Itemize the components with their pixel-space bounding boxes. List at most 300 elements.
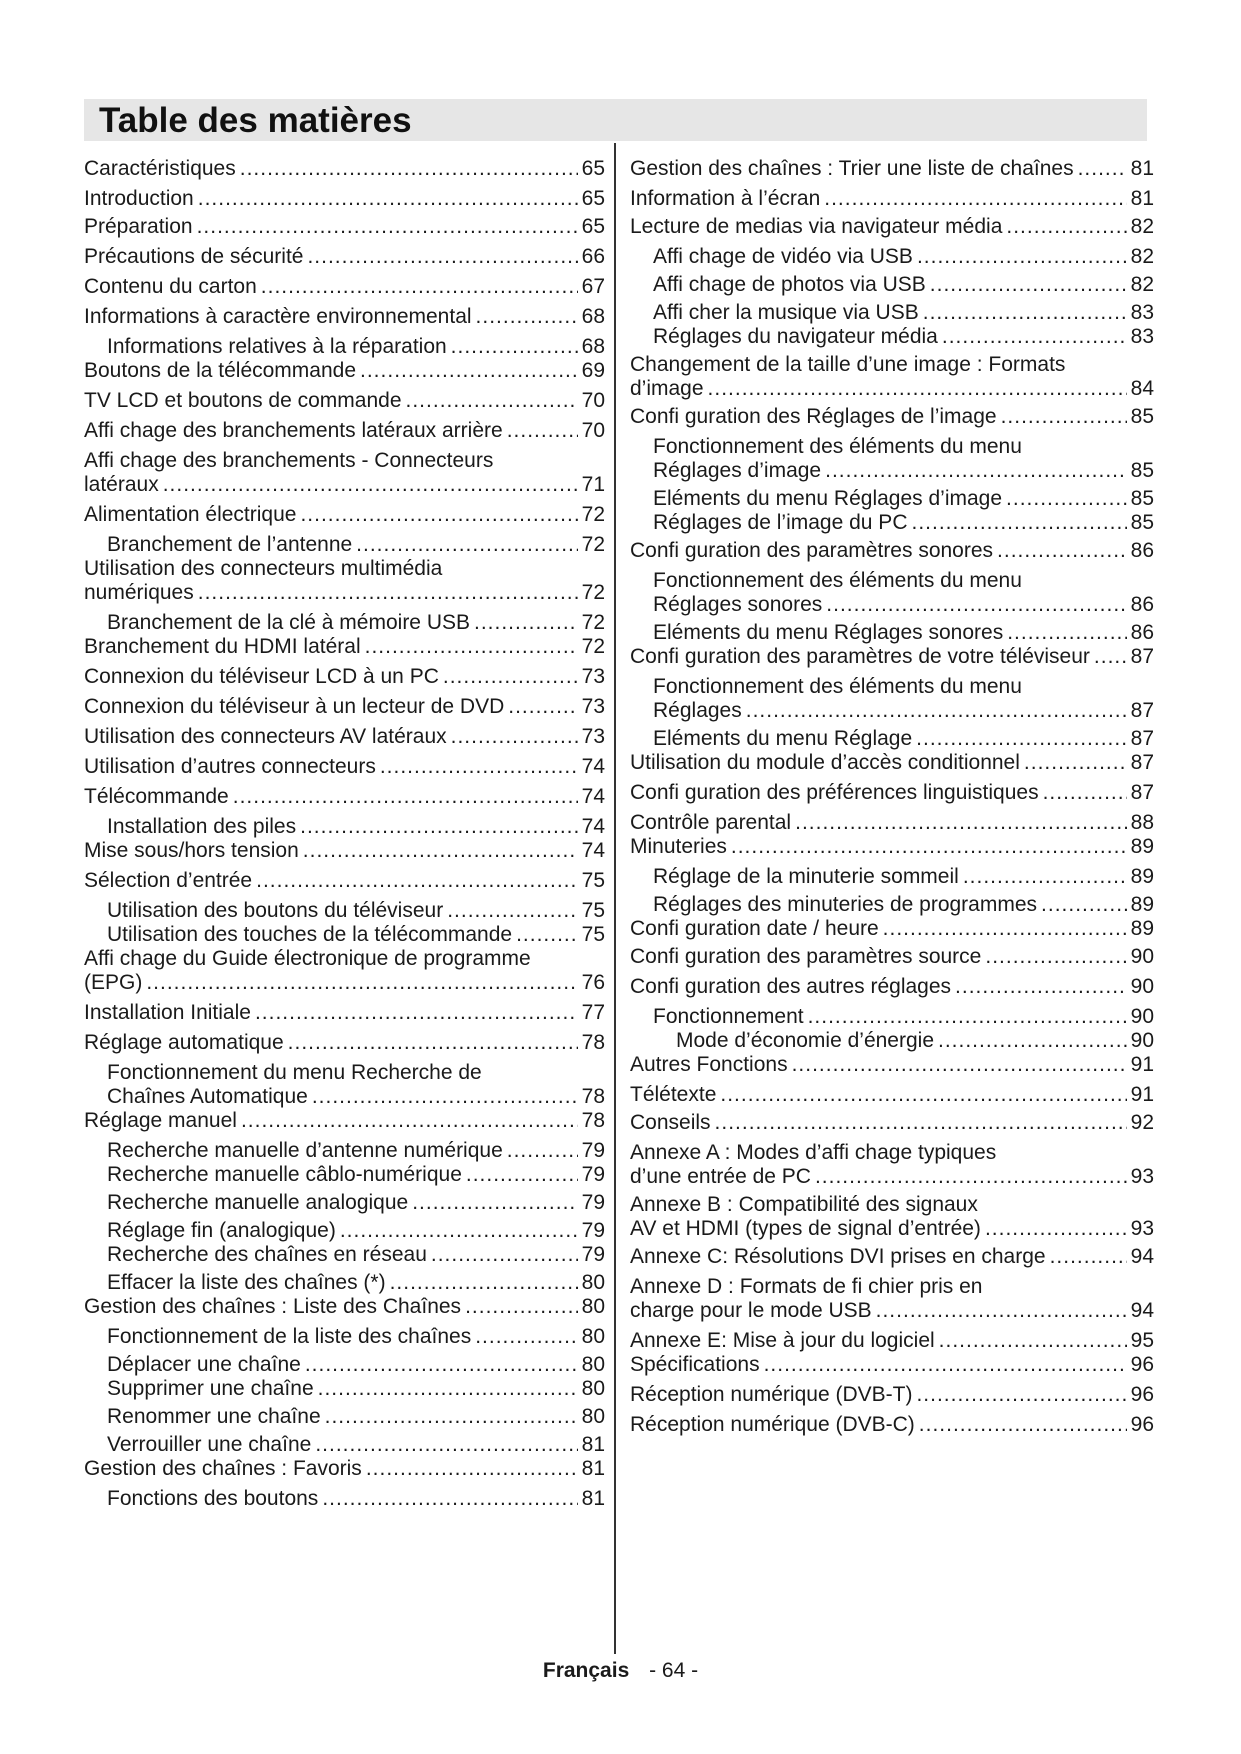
toc-entry[interactable] [84,389,605,413]
toc-entry-title: Conseils [630,1111,711,1134]
toc-entry-page: 96 [1130,1413,1154,1436]
toc-entry-page: 81 [1130,187,1154,210]
toc-entry-page: 93 [1130,1217,1154,1240]
toc-entry[interactable] [630,893,1154,917]
toc-entry-page: 81 [581,1487,605,1510]
toc-entry-page: 80 [581,1405,605,1428]
toc-entry[interactable] [84,1325,605,1349]
dot-leader [708,377,1127,401]
dot-leader [443,665,578,689]
toc-entry-page: 88 [1130,811,1154,834]
toc-entry-title-cont: numériques [84,581,194,604]
toc-entry[interactable] [630,727,1154,751]
toc-entry-page: 93 [1130,1165,1154,1188]
toc-entry-page: 81 [581,1433,605,1456]
dot-leader [475,1325,577,1349]
toc-entry-title: Utilisation du module d’accès conditionnel [630,751,1020,774]
toc-entry[interactable] [630,539,1154,563]
page-title: Table des matières [99,101,412,140]
toc-entry[interactable] [630,975,1154,999]
dot-leader [447,899,577,923]
toc-entry[interactable] [84,611,605,635]
toc-entry-page: 90 [1130,1005,1154,1028]
toc-entry-title: Renommer une chaîne [107,1405,321,1428]
toc-entry-title: Autres Fonctions [630,1053,788,1076]
dot-leader [240,157,578,181]
dot-leader [474,611,578,635]
toc-entry[interactable] [84,725,605,749]
dot-leader [930,273,1127,297]
toc-entry[interactable] [84,839,605,863]
dot-leader [233,785,578,809]
toc-entry[interactable] [630,1275,1154,1323]
toc-entry-page: 78 [581,1109,605,1132]
footer-language: Français [542,1659,630,1682]
toc-entry[interactable] [84,419,605,443]
dot-leader [764,1353,1127,1377]
dot-leader [261,275,578,299]
toc-entry-title: Réception numérique (DVB-C) [630,1413,915,1436]
toc-entry-page: 87 [1130,751,1154,774]
toc-entry-page: 82 [1130,215,1154,238]
toc-entry[interactable] [84,1353,605,1377]
dot-leader [715,1111,1127,1135]
dot-leader [312,1085,578,1109]
toc-entry[interactable] [630,945,1154,969]
toc-entry-title: Annexe B : Compatibilité des signaux [630,1193,978,1216]
toc-entry-page: 87 [1130,699,1154,722]
toc-entry[interactable] [84,1457,605,1481]
dot-leader [412,1191,577,1215]
toc-entry-title: Sélection d’entrée [84,869,253,892]
toc-entry-title: Connexion du téléviseur à un lecteur de DVD [84,695,505,718]
toc-entry-page: 85 [1130,405,1154,428]
toc-entry-page: 85 [1130,511,1154,534]
toc-entry-page: 79 [581,1163,605,1186]
toc-entry-page: 75 [581,923,605,946]
toc-entry-page: 89 [1130,893,1154,916]
toc-entry-page: 79 [581,1243,605,1266]
title-bar [84,99,1147,141]
toc-entry-title-cont: latéraux [84,473,159,496]
toc-entry-title: Utilisation des connecteurs multimédia [84,557,443,580]
toc-entry-page: 92 [1130,1111,1154,1134]
toc-entry[interactable] [84,923,605,947]
toc-entry-page: 80 [581,1325,605,1348]
toc-entry-title: Réglage de la minuterie sommeil [653,865,959,888]
toc-entry[interactable] [630,645,1154,669]
toc-entry-page: 78 [581,1031,605,1054]
toc-entry[interactable] [84,275,605,299]
toc-entry-title-cont: Chaînes Automatique [107,1085,308,1108]
toc-entry[interactable] [84,1405,605,1429]
toc-left-column [84,157,605,1511]
toc-entry-title: Fonctionnement des éléments du menu [653,675,1022,698]
toc-entry[interactable] [630,511,1154,535]
toc-entry[interactable] [630,1193,1154,1241]
dot-leader [256,869,578,893]
toc-entry-page: 65 [581,187,605,210]
toc-entry[interactable] [630,273,1154,297]
toc-entry[interactable] [84,815,605,839]
toc-entry-page: 67 [581,275,605,298]
toc-entry[interactable] [630,1413,1154,1437]
dot-leader [465,1295,578,1319]
dot-leader [431,1243,578,1267]
toc-entry[interactable] [84,503,605,527]
toc-entry-title: Réception numérique (DVB-T) [630,1383,913,1406]
dot-leader [325,1405,578,1429]
dot-leader [985,945,1126,969]
toc-entry-page: 81 [581,1457,605,1480]
toc-entry-title: Confi guration des préférences linguistiques [630,781,1039,804]
toc-entry-title: Contrôle parental [630,811,792,834]
dot-leader [1001,405,1127,429]
dot-leader [198,581,578,605]
dot-leader [919,1413,1127,1437]
toc-entry-page: 89 [1130,917,1154,940]
dot-leader [808,1005,1127,1029]
column-divider [614,143,616,1654]
toc-entry-title: Réglage automatique [84,1031,284,1054]
toc-entry-page: 68 [581,335,605,358]
toc-entry[interactable] [630,215,1154,239]
dot-leader [322,1487,577,1511]
dot-leader [997,539,1127,563]
toc-entry[interactable] [84,359,605,383]
toc-entry-title: Annexe E: Mise à jour du logiciel [630,1329,935,1352]
dot-leader [731,835,1127,859]
toc-entry-title: Confi guration date / heure [630,917,879,940]
toc-entry-page: 78 [581,1085,605,1108]
toc-entry[interactable] [630,405,1154,429]
toc-entry-title: Eléments du menu Réglages sonores [653,621,1004,644]
toc-entry-page: 94 [1130,1245,1154,1268]
toc-entry[interactable] [84,1271,605,1295]
toc-entry-page: 70 [581,419,605,442]
toc-entry-title: Alimentation électrique [84,503,297,526]
toc-entry[interactable] [630,1383,1154,1407]
dot-leader [939,1329,1127,1353]
toc-entry[interactable] [84,1243,605,1267]
toc-entry-page: 74 [581,815,605,838]
dot-leader [365,635,578,659]
dot-leader [146,971,577,995]
toc-entry-title: Confi guration des paramètres de votre téléviseur [630,645,1090,668]
toc-entry-title: Affi cher la musique via USB [653,301,919,324]
toc-entry-title: Affi chage des branchements - Connecteurs [84,449,494,472]
toc-entry[interactable] [630,811,1154,835]
toc-entry-page: 72 [581,533,605,556]
dot-leader [476,305,578,329]
toc-entry-title: Annexe A : Modes d’affi chage typiques [630,1141,997,1164]
toc-entry-page: 65 [581,215,605,238]
toc-entry[interactable] [84,665,605,689]
toc-entry-page: 73 [581,665,605,688]
toc-entry-page: 83 [1130,301,1154,324]
dot-leader [380,755,578,779]
toc-entry-page: 80 [581,1271,605,1294]
toc-entry-page: 68 [581,305,605,328]
toc-entry[interactable] [630,435,1154,483]
dot-leader [307,245,577,269]
toc-entry-page: 89 [1130,865,1154,888]
dot-leader [360,359,578,383]
toc-entry-page: 80 [581,1295,605,1318]
toc-entry-title: Confi guration des autres réglages [630,975,952,998]
toc-entry[interactable] [630,1111,1154,1135]
toc-entry-page: 79 [581,1139,605,1162]
toc-entry[interactable] [630,1083,1154,1107]
toc-entry-title: Fonctions des boutons [107,1487,319,1510]
toc-entry[interactable] [84,785,605,809]
toc-entry[interactable] [84,1001,605,1025]
toc-entry-title: Fonctionnement [653,1005,804,1028]
toc-entry[interactable] [630,781,1154,805]
toc-entry-title: Lecture de medias via navigateur média [630,215,1003,238]
toc-entry-title: Changement de la taille d’une image : Formats [630,353,1066,376]
dot-leader [516,923,578,947]
dot-leader [825,459,1127,483]
dot-leader [315,1433,577,1457]
toc-entry[interactable] [630,751,1154,775]
dot-leader [305,1353,578,1377]
toc-entry-page: 90 [1130,975,1154,998]
dot-leader [300,815,578,839]
toc-entry[interactable] [630,1005,1154,1029]
toc-entry[interactable] [84,755,605,779]
toc-entry-title: Utilisation des touches de la télécommande [107,923,513,946]
dot-leader [876,1299,1127,1323]
dot-leader [406,389,578,413]
dot-leader [955,975,1127,999]
dot-leader [938,1029,1127,1053]
dot-leader [1024,751,1127,775]
toc-entry-title: Eléments du menu Réglages d’image [653,487,1003,510]
toc-entry-page: 80 [581,1377,605,1400]
toc-entry-page: 96 [1130,1383,1154,1406]
toc-entry[interactable] [630,1141,1154,1189]
dot-leader [340,1219,578,1243]
dot-leader [916,727,1126,751]
dot-leader [303,839,578,863]
toc-entry[interactable] [84,947,605,995]
toc-entry-title: Réglages de l’image du PC [653,511,908,534]
toc-entry-page: 87 [1130,781,1154,804]
toc-entry-title: Confi guration des paramètres sonores [630,539,994,562]
toc-entry-page: 90 [1130,1029,1154,1052]
toc-entry-title: Informations relatives à la réparation [107,335,447,358]
toc-entry[interactable] [84,1163,605,1187]
dot-leader [451,725,578,749]
dot-leader [163,473,578,497]
toc-entry-title: Supprimer une chaîne [107,1377,314,1400]
toc-entry-title-cont: AV et HDMI (types de signal d’entrée) [630,1217,981,1240]
toc-entry-title: Recherche manuelle câblo-numérique [107,1163,462,1186]
toc-entry[interactable] [84,215,605,239]
toc-entry[interactable] [630,865,1154,889]
toc-entry-title: Boutons de la télécommande [84,359,357,382]
toc-entry-page: 72 [581,635,605,658]
toc-entry-title: Contenu du carton [84,275,257,298]
toc-entry-page: 77 [581,1001,605,1024]
toc-entry[interactable] [84,1219,605,1243]
toc-entry-title: Utilisation des boutons du téléviseur [107,899,444,922]
toc-entry-page: 75 [581,899,605,922]
toc-entry[interactable] [84,305,605,329]
toc-entry[interactable] [84,1031,605,1055]
toc-entry-page: 90 [1130,945,1154,968]
toc-entry-title: Gestion des chaînes : Favoris [84,1457,362,1480]
toc-entry-page: 74 [581,839,605,862]
toc-entry[interactable] [630,187,1154,211]
toc-entry-title: Affi chage de vidéo via USB [653,245,913,268]
toc-entry-title: Recherche manuelle analogique [107,1191,409,1214]
toc-entry-title: Minuteries [630,835,727,858]
dot-leader [198,187,578,211]
toc-entry[interactable] [84,899,605,923]
dot-leader [883,917,1127,941]
toc-entry[interactable] [630,245,1154,269]
toc-entry-page: 73 [581,695,605,718]
toc-entry[interactable] [630,301,1154,325]
toc-entry[interactable] [84,1487,605,1511]
toc-entry[interactable] [630,1053,1154,1077]
toc-entry-page: 76 [581,971,605,994]
toc-entry-page: 72 [581,611,605,634]
toc-entry[interactable] [84,1191,605,1215]
toc-entry-page: 70 [581,389,605,412]
toc-entry[interactable] [84,245,605,269]
toc-entry-title: Fonctionnement des éléments du menu [653,569,1022,592]
toc-entry[interactable] [84,1377,605,1401]
dot-leader [923,301,1127,325]
dot-leader [466,1163,578,1187]
toc-entry-title: Verrouiller une chaîne [107,1433,312,1456]
toc-entry[interactable] [630,1353,1154,1377]
toc-entry-page: 80 [581,1353,605,1376]
toc-entry[interactable] [84,157,605,181]
toc-entry-title: TV LCD et boutons de commande [84,389,402,412]
dot-leader [916,1383,1126,1407]
toc-entry-page: 74 [581,755,605,778]
toc-entry[interactable] [630,487,1154,511]
toc-entry-page: 86 [1130,621,1154,644]
toc-entry-title: Réglages des minuteries de programmes [653,893,1038,916]
toc-entry[interactable] [84,869,605,893]
toc-entry-title-cont: d’une entrée de PC [630,1165,811,1188]
dot-leader [451,335,578,359]
dot-leader [942,325,1127,349]
toc-entry-title: Informations à caractère environnemental [84,305,472,328]
toc-entry-title: Réglage manuel [84,1109,237,1132]
toc-entry-title: Branchement du HDMI latéral [84,635,361,658]
toc-entry-title: Annexe C: Résolutions DVI prises en charge [630,1245,1046,1268]
dot-leader [507,419,578,443]
toc-entry-title: Affi chage du Guide électronique de programme [84,947,531,970]
toc-entry[interactable] [84,695,605,719]
toc-entry-title: Effacer la liste des chaînes (*) [107,1271,386,1294]
dot-leader [241,1109,578,1133]
toc-entry[interactable] [84,1109,605,1133]
dot-leader [508,695,577,719]
toc-entry-page: 73 [581,725,605,748]
dot-leader [1007,621,1126,645]
dot-leader [792,1053,1127,1077]
toc-entry-page: 86 [1130,593,1154,616]
toc-entry-title: Information à l’écran [630,187,821,210]
toc-entry-title: Déplacer une chaîne [107,1353,301,1376]
toc-entry[interactable] [630,325,1154,349]
toc-entry-title: Télétexte [630,1083,717,1106]
toc-entry[interactable] [84,1433,605,1457]
toc-entry-title: Annexe D : Formats de fi chier pris en [630,1275,983,1298]
toc-entry[interactable] [630,1245,1154,1269]
toc-entry-title: Installation Initiale [84,1001,251,1024]
toc-entry[interactable] [630,1029,1154,1053]
toc-entry-title: Fonctionnement de la liste des chaînes [107,1325,472,1348]
toc-entry[interactable] [84,1061,605,1109]
dot-leader [288,1031,578,1055]
toc-entry[interactable] [84,449,605,497]
toc-entry-page: 82 [1130,245,1154,268]
toc-entry-title: Mode d’économie d’énergie [676,1029,934,1052]
toc-entry[interactable] [84,557,605,605]
dot-leader [911,511,1126,535]
dot-leader [824,187,1126,211]
toc-entry[interactable] [630,157,1154,181]
toc-entry-title: Préparation [84,215,193,238]
dot-leader [1006,215,1126,239]
toc-entry-page: 89 [1130,835,1154,858]
dot-leader [826,593,1126,617]
toc-entry[interactable] [630,835,1154,859]
toc-entry-title: Télécommande [84,785,229,808]
dot-leader [720,1083,1126,1107]
toc-entry-page: 85 [1130,487,1154,510]
toc-entry[interactable] [630,353,1154,401]
toc-entry-page: 72 [581,581,605,604]
toc-entry-title: Affi chage des branchements latéraux arrière [84,419,503,442]
toc-entry[interactable] [630,1329,1154,1353]
toc-entry[interactable] [84,187,605,211]
toc-entry-page: 94 [1130,1299,1154,1322]
dot-leader [1043,781,1127,805]
toc-entry[interactable] [84,1295,605,1319]
dot-leader [318,1377,578,1401]
toc-entry-page: 82 [1130,273,1154,296]
toc-entry-page: 79 [581,1219,605,1242]
toc-entry-title: Confi guration des Réglages de l’image [630,405,997,428]
toc-entry[interactable] [630,569,1154,617]
toc-entry[interactable] [84,635,605,659]
toc-entry-title: Branchement de l’antenne [107,533,353,556]
toc-entry-title: Utilisation des connecteurs AV latéraux [84,725,447,748]
toc-entry-title: Eléments du menu Réglage [653,727,913,750]
toc-entry-title: Mise sous/hors tension [84,839,299,862]
toc-entry-title-cont: Réglages [653,699,742,722]
toc-entry-title-cont: Réglages d’image [653,459,822,482]
toc-entry[interactable] [630,675,1154,723]
toc-entry[interactable] [630,917,1154,941]
toc-entry-page: 95 [1130,1329,1154,1352]
toc-entry-title: Réglages du navigateur média [653,325,938,348]
toc-entry[interactable] [84,533,605,557]
toc-entry[interactable] [84,1139,605,1163]
toc-entry[interactable] [84,335,605,359]
toc-entry[interactable] [630,621,1154,645]
dot-leader [300,503,577,527]
